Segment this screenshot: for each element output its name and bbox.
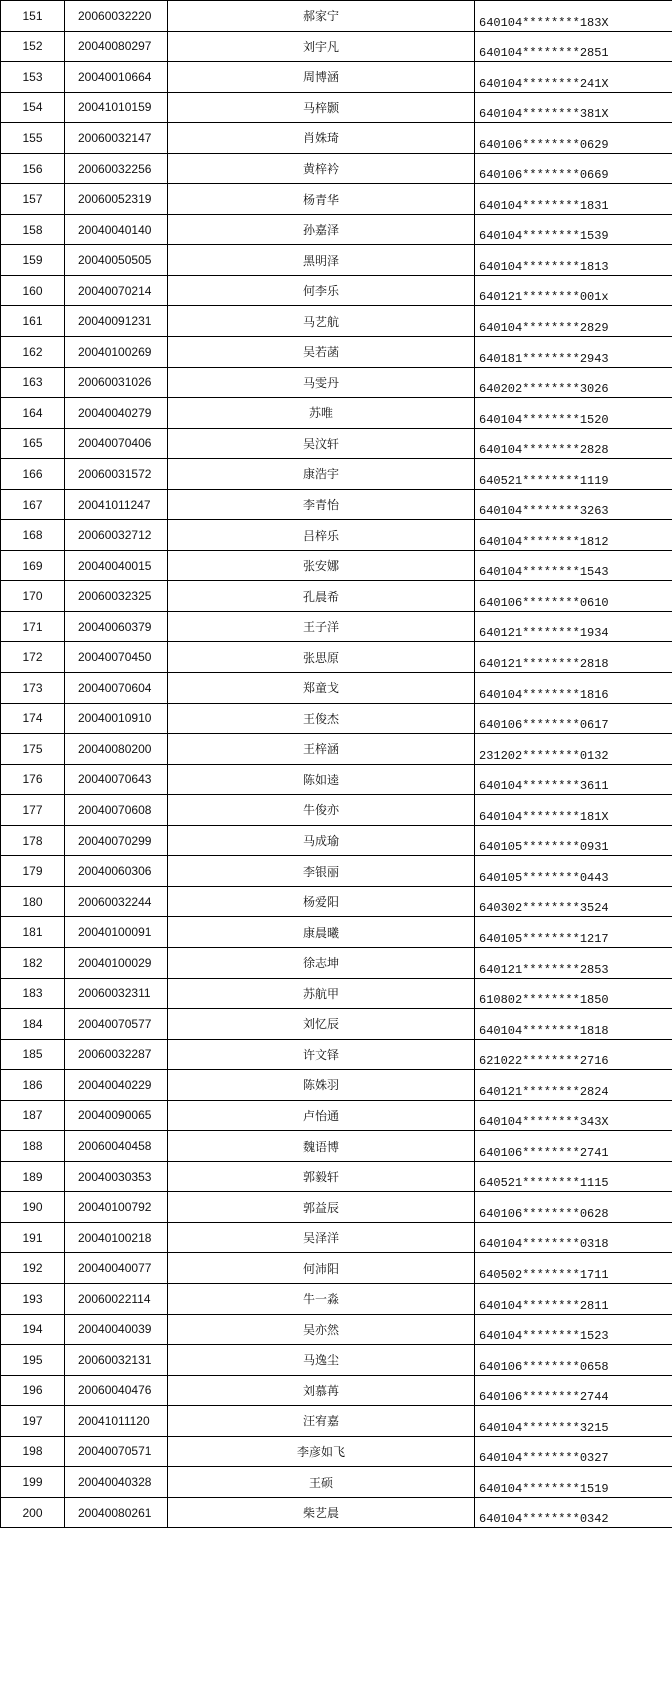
student-name-cell: 马雯丹 — [168, 367, 475, 398]
table-row — [1, 92, 672, 123]
student-id-cell: 20040070577 — [65, 1009, 168, 1040]
table-row — [1, 1497, 672, 1528]
student-name-cell: 杨青华 — [168, 184, 475, 215]
student-name-cell: 杨爱阳 — [168, 886, 475, 917]
student-name-cell: 柴艺晨 — [168, 1497, 475, 1528]
student-name-cell: 汪宥嘉 — [168, 1406, 475, 1437]
id-card-number-cell: 640105********0443 — [475, 856, 672, 887]
row-number-cell: 200 — [1, 1497, 65, 1528]
table-row — [1, 856, 672, 887]
id-card-number-cell: 640104********1519 — [475, 1467, 672, 1498]
table-row — [1, 764, 672, 795]
row-number-cell: 170 — [1, 581, 65, 612]
student-name-cell: 张思原 — [168, 642, 475, 673]
student-id-cell: 20040070608 — [65, 795, 168, 826]
row-number-cell: 164 — [1, 398, 65, 429]
student-id-cell: 20060052319 — [65, 184, 168, 215]
row-number-cell: 180 — [1, 886, 65, 917]
student-name-cell: 张安娜 — [168, 550, 475, 581]
id-card-number-cell: 640105********0931 — [475, 825, 672, 856]
student-name-cell: 苏航甲 — [168, 978, 475, 1009]
student-name-cell: 王硕 — [168, 1467, 475, 1498]
student-name-cell: 康晨曦 — [168, 917, 475, 948]
student-id-cell: 20041011120 — [65, 1406, 168, 1437]
table-row — [1, 214, 672, 245]
table-row — [1, 62, 672, 93]
id-card-number-cell: 640104********1539 — [475, 214, 672, 245]
roster-table-body — [1, 1, 672, 1528]
id-card-number-cell: 610802********1850 — [475, 978, 672, 1009]
student-id-cell: 20040040328 — [65, 1467, 168, 1498]
id-card-number-cell: 640181********2943 — [475, 337, 672, 368]
id-card-number-cell: 640104********2811 — [475, 1283, 672, 1314]
student-name-cell: 吴泽洋 — [168, 1222, 475, 1253]
table-row — [1, 947, 672, 978]
row-number-cell: 193 — [1, 1283, 65, 1314]
student-id-cell: 20040080261 — [65, 1497, 168, 1528]
table-row — [1, 825, 672, 856]
row-number-cell: 174 — [1, 703, 65, 734]
table-row — [1, 795, 672, 826]
id-card-number-cell: 640104********0342 — [475, 1497, 672, 1528]
student-name-cell: 吴汶轩 — [168, 428, 475, 459]
id-card-number-cell: 640104********241X — [475, 62, 672, 93]
student-id-cell: 20040040140 — [65, 214, 168, 245]
student-id-cell: 20040040039 — [65, 1314, 168, 1345]
id-card-number-cell: 640104********1831 — [475, 184, 672, 215]
student-name-cell: 马成瑜 — [168, 825, 475, 856]
student-id-cell: 20060022114 — [65, 1283, 168, 1314]
student-name-cell: 李青怡 — [168, 489, 475, 520]
row-number-cell: 188 — [1, 1131, 65, 1162]
id-card-number-cell: 640106********0628 — [475, 1192, 672, 1223]
table-row — [1, 520, 672, 551]
student-name-cell: 黄梓衿 — [168, 153, 475, 184]
student-id-cell: 20040091231 — [65, 306, 168, 337]
student-id-cell: 20040100269 — [65, 337, 168, 368]
id-card-number-cell: 640106********0629 — [475, 123, 672, 154]
table-row — [1, 917, 672, 948]
row-number-cell: 169 — [1, 550, 65, 581]
student-id-cell: 20040010664 — [65, 62, 168, 93]
row-number-cell: 186 — [1, 1070, 65, 1101]
student-name-cell: 陈姝羽 — [168, 1070, 475, 1101]
table-row — [1, 1345, 672, 1376]
student-id-cell: 20040010910 — [65, 703, 168, 734]
table-row — [1, 611, 672, 642]
row-number-cell: 191 — [1, 1222, 65, 1253]
row-number-cell: 171 — [1, 611, 65, 642]
student-id-cell: 20060032712 — [65, 520, 168, 551]
student-id-cell: 20060032325 — [65, 581, 168, 612]
row-number-cell: 194 — [1, 1314, 65, 1345]
id-card-number-cell: 640104********1520 — [475, 398, 672, 429]
id-card-number-cell: 640104********0327 — [475, 1436, 672, 1467]
table-row — [1, 489, 672, 520]
student-name-cell: 郝家宁 — [168, 1, 475, 32]
id-card-number-cell: 640106********0669 — [475, 153, 672, 184]
student-name-cell: 卢怡通 — [168, 1100, 475, 1131]
student-name-cell: 马梓颢 — [168, 92, 475, 123]
student-id-cell: 20060032220 — [65, 1, 168, 32]
row-number-cell: 187 — [1, 1100, 65, 1131]
student-id-cell: 20040090065 — [65, 1100, 168, 1131]
id-card-number-cell: 640521********1119 — [475, 459, 672, 490]
row-number-cell: 161 — [1, 306, 65, 337]
row-number-cell: 155 — [1, 123, 65, 154]
table-row — [1, 459, 672, 490]
table-row — [1, 734, 672, 765]
id-card-number-cell: 640121********001x — [475, 275, 672, 306]
id-card-number-cell: 640106********0617 — [475, 703, 672, 734]
table-row — [1, 398, 672, 429]
row-number-cell: 176 — [1, 764, 65, 795]
row-number-cell: 152 — [1, 31, 65, 62]
id-card-number-cell: 640104********183X — [475, 1, 672, 32]
id-card-number-cell: 640106********2744 — [475, 1375, 672, 1406]
table-row — [1, 1253, 672, 1284]
row-number-cell: 156 — [1, 153, 65, 184]
row-number-cell: 163 — [1, 367, 65, 398]
id-card-number-cell: 640202********3026 — [475, 367, 672, 398]
id-card-number-cell: 640104********1813 — [475, 245, 672, 276]
table-row — [1, 1375, 672, 1406]
row-number-cell: 175 — [1, 734, 65, 765]
row-number-cell: 177 — [1, 795, 65, 826]
student-name-cell: 马逸尘 — [168, 1345, 475, 1376]
student-name-cell: 刘慕苒 — [168, 1375, 475, 1406]
table-row — [1, 275, 672, 306]
row-number-cell: 181 — [1, 917, 65, 948]
table-row — [1, 1222, 672, 1253]
table-row — [1, 1406, 672, 1437]
student-name-cell: 周博涵 — [168, 62, 475, 93]
row-number-cell: 173 — [1, 673, 65, 704]
row-number-cell: 179 — [1, 856, 65, 887]
id-card-number-cell: 640104********381X — [475, 92, 672, 123]
table-row — [1, 1436, 672, 1467]
student-id-cell: 20040040015 — [65, 550, 168, 581]
row-number-cell: 178 — [1, 825, 65, 856]
student-name-cell: 魏语博 — [168, 1131, 475, 1162]
table-row — [1, 978, 672, 1009]
table-row — [1, 428, 672, 459]
student-id-cell: 20041010159 — [65, 92, 168, 123]
table-row — [1, 1070, 672, 1101]
table-row — [1, 1039, 672, 1070]
student-id-cell: 20040070604 — [65, 673, 168, 704]
row-number-cell: 167 — [1, 489, 65, 520]
row-number-cell: 195 — [1, 1345, 65, 1376]
table-row — [1, 703, 672, 734]
student-id-cell: 20040030353 — [65, 1161, 168, 1192]
row-number-cell: 158 — [1, 214, 65, 245]
table-row — [1, 31, 672, 62]
table-row — [1, 306, 672, 337]
student-name-cell: 刘忆辰 — [168, 1009, 475, 1040]
student-id-cell: 20060032256 — [65, 153, 168, 184]
id-card-number-cell: 640104********181X — [475, 795, 672, 826]
student-id-cell: 20060032287 — [65, 1039, 168, 1070]
table-row — [1, 1192, 672, 1223]
table-row — [1, 1, 672, 32]
student-name-cell: 肖姝琦 — [168, 123, 475, 154]
student-id-cell: 20040040077 — [65, 1253, 168, 1284]
student-name-cell: 康浩宇 — [168, 459, 475, 490]
id-card-number-cell: 640106********2741 — [475, 1131, 672, 1162]
student-name-cell: 苏唯 — [168, 398, 475, 429]
student-id-cell: 20040070450 — [65, 642, 168, 673]
student-id-cell: 20060040458 — [65, 1131, 168, 1162]
table-row — [1, 184, 672, 215]
student-name-cell: 牛一淼 — [168, 1283, 475, 1314]
id-card-number-cell: 640104********3263 — [475, 489, 672, 520]
row-number-cell: 159 — [1, 245, 65, 276]
student-id-cell: 20040070643 — [65, 764, 168, 795]
id-card-number-cell: 640105********1217 — [475, 917, 672, 948]
row-number-cell: 165 — [1, 428, 65, 459]
student-name-cell: 刘宇凡 — [168, 31, 475, 62]
student-id-cell: 20040080297 — [65, 31, 168, 62]
student-name-cell: 吴若菡 — [168, 337, 475, 368]
student-name-cell: 何沛阳 — [168, 1253, 475, 1284]
id-card-number-cell: 640104********3611 — [475, 764, 672, 795]
row-number-cell: 154 — [1, 92, 65, 123]
id-card-number-cell: 640104********1543 — [475, 550, 672, 581]
student-id-cell: 20040080200 — [65, 734, 168, 765]
table-row — [1, 1131, 672, 1162]
row-number-cell: 162 — [1, 337, 65, 368]
id-card-number-cell: 640121********2824 — [475, 1070, 672, 1101]
student-id-cell: 20060031026 — [65, 367, 168, 398]
table-row — [1, 123, 672, 154]
student-id-cell: 20060032147 — [65, 123, 168, 154]
row-number-cell: 157 — [1, 184, 65, 215]
table-row — [1, 1314, 672, 1345]
student-id-cell: 20040100029 — [65, 947, 168, 978]
row-number-cell: 199 — [1, 1467, 65, 1498]
student-name-cell: 郭毅轩 — [168, 1161, 475, 1192]
table-row — [1, 1283, 672, 1314]
student-id-cell: 20040060306 — [65, 856, 168, 887]
row-number-cell: 183 — [1, 978, 65, 1009]
student-name-cell: 王俊杰 — [168, 703, 475, 734]
student-id-cell: 20060032131 — [65, 1345, 168, 1376]
id-card-number-cell: 640104********1812 — [475, 520, 672, 551]
student-id-cell: 20040050505 — [65, 245, 168, 276]
id-card-number-cell: 640104********1818 — [475, 1009, 672, 1040]
student-name-cell: 孔晨希 — [168, 581, 475, 612]
table-row — [1, 245, 672, 276]
row-number-cell: 189 — [1, 1161, 65, 1192]
student-name-cell: 李彦如飞 — [168, 1436, 475, 1467]
id-card-number-cell: 640302********3524 — [475, 886, 672, 917]
id-card-number-cell: 640106********0658 — [475, 1345, 672, 1376]
table-row — [1, 153, 672, 184]
student-name-cell: 马艺航 — [168, 306, 475, 337]
row-number-cell: 184 — [1, 1009, 65, 1040]
student-name-cell: 孙嘉泽 — [168, 214, 475, 245]
student-name-cell: 郑童戈 — [168, 673, 475, 704]
row-number-cell: 182 — [1, 947, 65, 978]
table-row — [1, 550, 672, 581]
student-id-cell: 20060032244 — [65, 886, 168, 917]
id-card-number-cell: 640104********2828 — [475, 428, 672, 459]
student-id-cell: 20040060379 — [65, 611, 168, 642]
table-row — [1, 642, 672, 673]
id-card-number-cell: 640104********0318 — [475, 1222, 672, 1253]
id-card-number-cell: 640106********0610 — [475, 581, 672, 612]
table-row — [1, 1100, 672, 1131]
row-number-cell: 153 — [1, 62, 65, 93]
id-card-number-cell: 640104********1523 — [475, 1314, 672, 1345]
student-name-cell: 郭益辰 — [168, 1192, 475, 1223]
table-row — [1, 673, 672, 704]
student-id-cell: 20041011247 — [65, 489, 168, 520]
student-name-cell: 徐志坤 — [168, 947, 475, 978]
row-number-cell: 151 — [1, 1, 65, 32]
row-number-cell: 197 — [1, 1406, 65, 1437]
table-row — [1, 886, 672, 917]
student-id-cell: 20040070214 — [65, 275, 168, 306]
student-name-cell: 何李乐 — [168, 275, 475, 306]
student-name-cell: 陈如逵 — [168, 764, 475, 795]
id-card-number-cell: 640104********2851 — [475, 31, 672, 62]
student-id-cell: 20040040279 — [65, 398, 168, 429]
student-id-cell: 20040070406 — [65, 428, 168, 459]
row-number-cell: 185 — [1, 1039, 65, 1070]
student-name-cell: 李银丽 — [168, 856, 475, 887]
student-name-cell: 吕梓乐 — [168, 520, 475, 551]
student-id-cell: 20060031572 — [65, 459, 168, 490]
student-name-cell: 王梓涵 — [168, 734, 475, 765]
id-card-number-cell: 640104********343X — [475, 1100, 672, 1131]
student-id-cell: 20040100091 — [65, 917, 168, 948]
row-number-cell: 168 — [1, 520, 65, 551]
id-card-number-cell: 640121********1934 — [475, 611, 672, 642]
row-number-cell: 166 — [1, 459, 65, 490]
id-card-number-cell: 640104********2829 — [475, 306, 672, 337]
student-name-cell: 牛俊亦 — [168, 795, 475, 826]
row-number-cell: 196 — [1, 1375, 65, 1406]
id-card-number-cell: 640521********1115 — [475, 1161, 672, 1192]
id-card-number-cell: 640121********2818 — [475, 642, 672, 673]
student-id-cell: 20040040229 — [65, 1070, 168, 1101]
table-row — [1, 1161, 672, 1192]
id-card-number-cell: 231202********0132 — [475, 734, 672, 765]
student-name-cell: 王子洋 — [168, 611, 475, 642]
table-row — [1, 367, 672, 398]
id-card-number-cell: 640104********1816 — [475, 673, 672, 704]
student-id-cell: 20040070571 — [65, 1436, 168, 1467]
id-card-number-cell: 640502********1711 — [475, 1253, 672, 1284]
id-card-number-cell: 640104********3215 — [475, 1406, 672, 1437]
table-row — [1, 1009, 672, 1040]
id-card-number-cell: 621022********2716 — [475, 1039, 672, 1070]
student-name-cell: 吴亦然 — [168, 1314, 475, 1345]
table-row — [1, 581, 672, 612]
id-card-number-cell: 640121********2853 — [475, 947, 672, 978]
row-number-cell: 160 — [1, 275, 65, 306]
student-id-cell: 20040100218 — [65, 1222, 168, 1253]
student-id-cell: 20040100792 — [65, 1192, 168, 1223]
student-name-cell: 许文铎 — [168, 1039, 475, 1070]
row-number-cell: 198 — [1, 1436, 65, 1467]
student-name-cell: 黑明泽 — [168, 245, 475, 276]
row-number-cell: 192 — [1, 1253, 65, 1284]
student-id-cell: 20060032311 — [65, 978, 168, 1009]
student-id-cell: 20040070299 — [65, 825, 168, 856]
table-row — [1, 1467, 672, 1498]
row-number-cell: 190 — [1, 1192, 65, 1223]
table-row — [1, 337, 672, 368]
student-id-cell: 20060040476 — [65, 1375, 168, 1406]
row-number-cell: 172 — [1, 642, 65, 673]
